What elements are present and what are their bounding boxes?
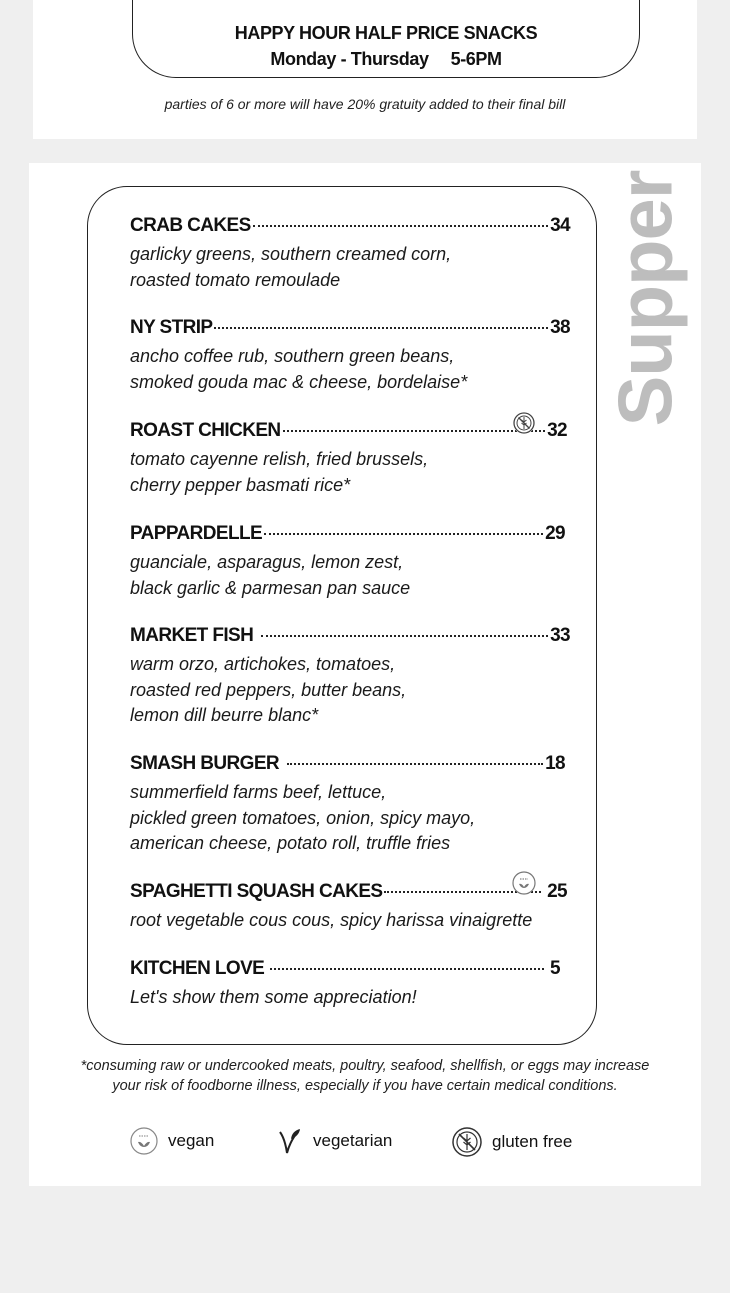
gluten-free-icon: [513, 412, 535, 434]
gratuity-note: parties of 6 or more will have 20% gratuity added to their final bill: [164, 96, 566, 112]
item-desc-line: guanciale, asparagus, lemon zest,: [130, 552, 404, 572]
item-desc-line: black garlic & parmesan pan sauce: [130, 577, 411, 598]
item-price: 5: [550, 958, 560, 979]
item-desc-line: pickled green tomatoes, onion, spicy mayo,: [130, 807, 476, 828]
happy-hour-panel: [33, 0, 697, 139]
item-price: 38: [550, 317, 570, 338]
menu-item-spaghetti-squash-cakes: [130, 881, 567, 934]
section-title: [603, 170, 689, 427]
item-desc-line: garlicky greens, southern creamed corn,: [130, 244, 452, 264]
menu-item-ny-strip: [130, 317, 570, 395]
item-price: 25: [547, 881, 567, 902]
gluten-free-icon: [452, 1127, 482, 1157]
item-price: 32: [547, 420, 567, 441]
happy-hour-schedule: [133, 49, 639, 70]
item-desc-line: Let's show them some appreciation!: [130, 987, 417, 1007]
menu-item-market-fish: [130, 625, 570, 729]
legend-gluten-free-label: gluten free: [492, 1132, 573, 1151]
item-desc-line: summerfield farms beef, lettuce,: [130, 782, 387, 802]
supper-panel: [29, 163, 701, 1186]
item-name: MARKET FISH: [130, 625, 254, 646]
legend-gluten-free: [452, 1127, 572, 1157]
vegan-icon: [130, 1127, 158, 1155]
item-price: 29: [545, 523, 565, 544]
happy-hour-time: 5-6PM: [450, 49, 502, 69]
menu-item-smash-burger: [130, 753, 565, 857]
item-desc-line: roasted red peppers, butter beans,: [130, 679, 407, 700]
happy-hour-box: [132, 0, 640, 78]
legend-vegan-label: vegan: [168, 1131, 215, 1150]
item-desc-line: ancho coffee rub, southern green beans,: [130, 346, 455, 366]
item-price: 33: [550, 625, 570, 646]
legend-vegetarian: [277, 1127, 392, 1155]
item-name: PAPPARDELLE: [130, 523, 263, 544]
item-desc-line: smoked gouda mac & cheese, bordelaise*: [130, 371, 468, 392]
item-desc-line: tomato cayenne relish, fried brussels,: [130, 449, 429, 469]
happy-hour-days: Monday - Thursday: [270, 49, 429, 69]
legend-vegan: [130, 1127, 214, 1155]
item-desc-line: warm orzo, artichokes, tomatoes,: [130, 654, 396, 674]
vegan-icon: [512, 871, 536, 895]
item-desc-line: roasted tomato remoulade: [130, 269, 341, 290]
item-name: SPAGHETTI SQUASH CAKES: [130, 881, 383, 902]
menu-item-kitchen-love: [130, 958, 560, 1011]
item-name: ROAST CHICKEN: [130, 420, 281, 441]
footnote-line: your risk of foodborne illness, especially if you have certain medical conditions.: [112, 1078, 618, 1094]
menu-item-crab-cakes: [130, 215, 570, 293]
diet-legend: [29, 1125, 701, 1157]
happy-hour-title: HAPPY HOUR HALF PRICE SNACKS: [234, 23, 538, 43]
item-price: 18: [545, 753, 565, 774]
item-name: SMASH BURGER: [130, 753, 280, 774]
vegetarian-icon: [277, 1127, 303, 1155]
menu-item-pappardelle: [130, 523, 565, 601]
food-safety-footnote: [29, 1056, 701, 1096]
menu-item-roast-chicken: [130, 420, 567, 498]
item-desc-line: cherry pepper basmati rice*: [130, 474, 351, 495]
legend-vegetarian-label: vegetarian: [313, 1131, 393, 1150]
item-desc-line: root vegetable cous cous, spicy harissa vinaigrette: [130, 910, 533, 930]
item-name: KITCHEN LOVE: [130, 958, 265, 979]
item-desc-line: american cheese, potato roll, truffle fries: [130, 833, 451, 853]
item-desc-line: lemon dill beurre blanc*: [130, 705, 319, 725]
footnote-line: *consuming raw or undercooked meats, poultry, seafood, shellfish, or eggs may increase: [80, 1058, 650, 1074]
item-name: CRAB CAKES: [130, 215, 251, 236]
item-name: NY STRIP: [130, 317, 213, 338]
item-price: 34: [550, 215, 570, 236]
section-title-text: Supper: [603, 170, 689, 427]
